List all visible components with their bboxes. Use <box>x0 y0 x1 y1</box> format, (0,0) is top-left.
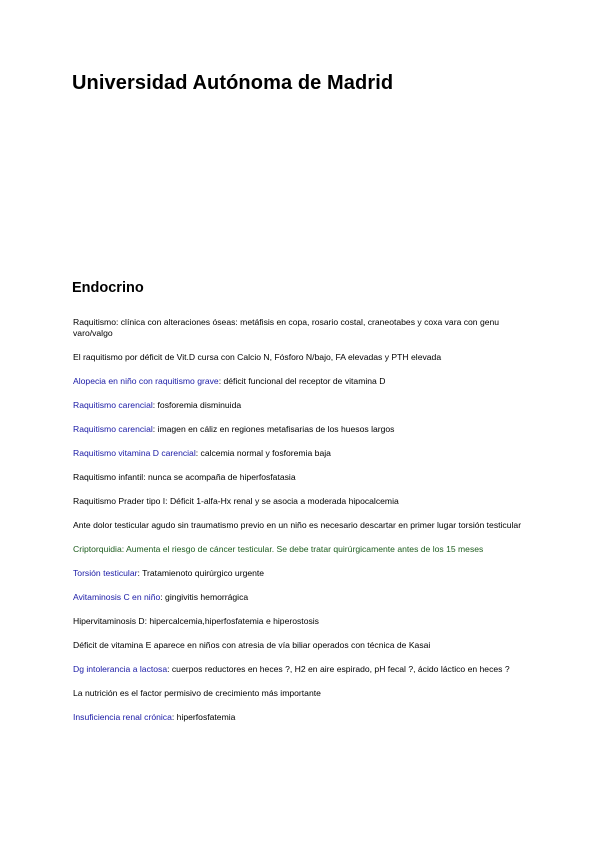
entry-highlight: Avitaminosis C en niño <box>73 592 161 602</box>
entry <box>73 688 533 699</box>
entry <box>73 592 533 603</box>
entry <box>73 544 533 555</box>
entry-text: : Tratamienoto quirúrgico urgente <box>137 568 265 578</box>
entry-text: : hiperfosfatemia <box>171 712 236 722</box>
entry-text: Criptorquidia: Aumenta el riesgo de cáncer testicular. Se debe tratar quirúrgicamente antes de los 15 meses <box>73 544 484 554</box>
entry <box>73 664 533 675</box>
entry-text: La nutrición es el factor permisivo de crecimiento más importante <box>73 688 321 698</box>
entry <box>73 520 533 531</box>
entry <box>73 496 533 507</box>
entry-text: Ante dolor testicular agudo sin traumatismo previo en un niño es necesario descartar en primer lugar torsión testicular <box>73 520 522 530</box>
entry-highlight: Raquitismo carencial <box>73 424 153 434</box>
entry <box>73 568 533 579</box>
entry-highlight: Raquitismo carencial <box>73 400 153 410</box>
entry <box>73 352 533 363</box>
entry-text: Raquitismo infantil: nunca se acompaña de hiperfosfatasia <box>73 472 296 482</box>
entry <box>73 712 533 723</box>
entry-highlight: Insuficiencia renal crónica <box>73 712 172 722</box>
entry <box>73 448 533 459</box>
entry-highlight: Raquitismo vitamina D carencial <box>73 448 196 458</box>
entry-highlight: Dg intolerancia a lactosa <box>73 664 168 674</box>
entry-text: Hipervitaminosis D: hipercalcemia,hiperfosfatemia e hiperostosis <box>73 616 319 626</box>
entry-highlight: Alopecia en niño con raquitismo grave <box>73 376 219 386</box>
entry <box>73 317 533 339</box>
entry-text: : fosforemia disminuida <box>152 400 242 410</box>
entry-text: Raquitismo: clínica con alteraciones óseas: metáfisis en copa, rosario costal, craneotabes y coxa vara con genu varo/valgo <box>73 317 500 338</box>
entry-text: Raquitismo Prader tipo I: Déficit 1-alfa-Hx renal y se asocia a moderada hipocalcemia <box>73 496 399 506</box>
entry-highlight: Torsión testicular <box>73 568 138 578</box>
section-title: Endocrino <box>72 280 144 296</box>
entry-text: : imagen en cáliz en regiones metafisarias de los huesos largos <box>152 424 395 434</box>
page-title: Universidad Autónoma de Madrid <box>72 72 394 94</box>
entry <box>73 472 533 483</box>
entry-text: El raquitismo por déficit de Vit.D cursa con Calcio N, Fósforo N/bajo, FA elevadas y PTH elevada <box>73 352 442 362</box>
entry-list <box>73 317 533 736</box>
entry <box>73 640 533 651</box>
entry <box>73 616 533 627</box>
entry-text: : déficit funcional del receptor de vitamina D <box>218 376 386 386</box>
entry <box>73 424 533 435</box>
entry-text: : calcemia normal y fosforemia baja <box>195 448 331 458</box>
entry <box>73 376 533 387</box>
entry <box>73 400 533 411</box>
entry-text: Déficit de vitamina E aparece en niños con atresia de vía biliar operados con técnica de Kasai <box>73 640 431 650</box>
entry-text: : cuerpos reductores en heces ?, H2 en aire espirado, pH fecal ?, ácido láctico en heces ? <box>167 664 510 674</box>
entry-text: : gingivitis hemorrágica <box>160 592 249 602</box>
